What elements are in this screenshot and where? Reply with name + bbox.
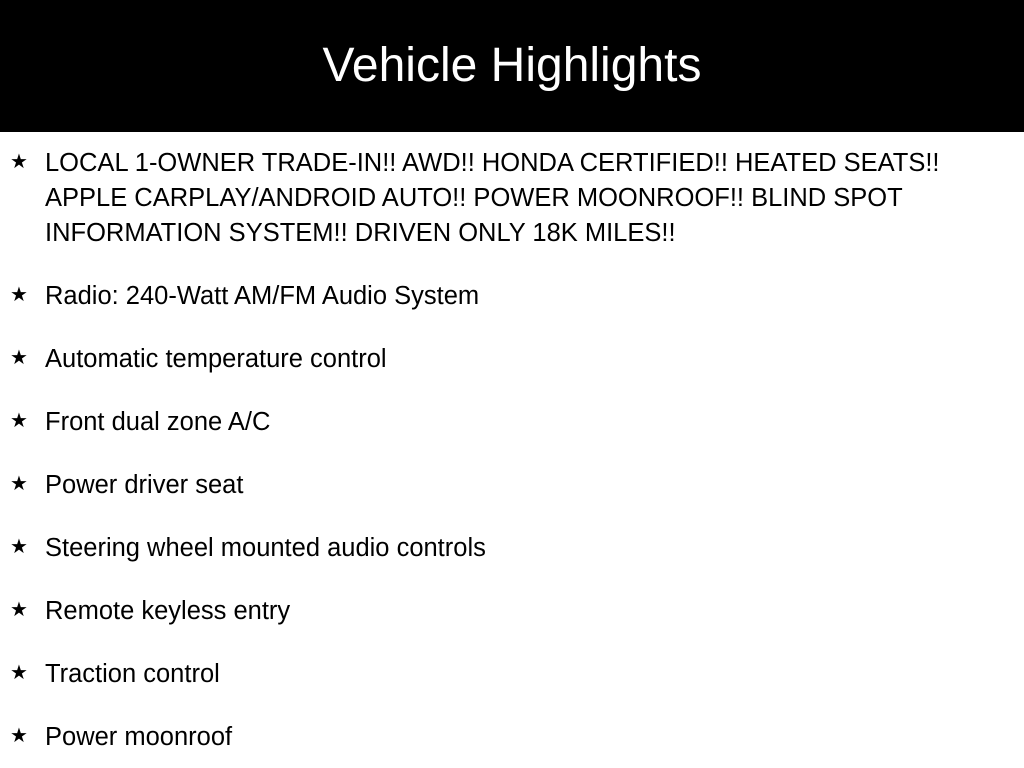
star-icon: ★ [10,597,28,621]
star-icon: ★ [10,660,28,684]
list-item-text: Traction control [45,660,220,688]
list-item-text: Front dual zone A/C [45,408,271,436]
star-icon: ★ [10,408,28,432]
star-icon: ★ [10,723,28,747]
list-item-text: Power driver seat [45,471,244,499]
star-icon: ★ [10,471,28,495]
page-title: Vehicle Highlights [322,39,702,92]
list-item-text: Power moonroof [45,723,233,751]
list-item-text: Automatic temperature control [45,345,387,373]
star-icon: ★ [10,534,28,558]
list-item-text: LOCAL 1-OWNER TRADE-IN!! AWD!! HONDA CERTIFIED!! HEATED SEATS!! APPLE CARPLAY/ANDROID AUTO!! POWER MOONROOF!! BLIND SPOT INFORMATION SYSTEM!! DRIVEN ONLY 18K MILES!! [45,149,940,247]
list-item-text: Remote keyless entry [45,597,291,625]
star-icon: ★ [10,345,28,369]
list-item-text: Steering wheel mounted audio controls [45,534,486,562]
star-icon: ★ [10,149,28,173]
star-icon: ★ [10,282,28,306]
list-item-text: Radio: 240-Watt AM/FM Audio System [45,282,480,310]
